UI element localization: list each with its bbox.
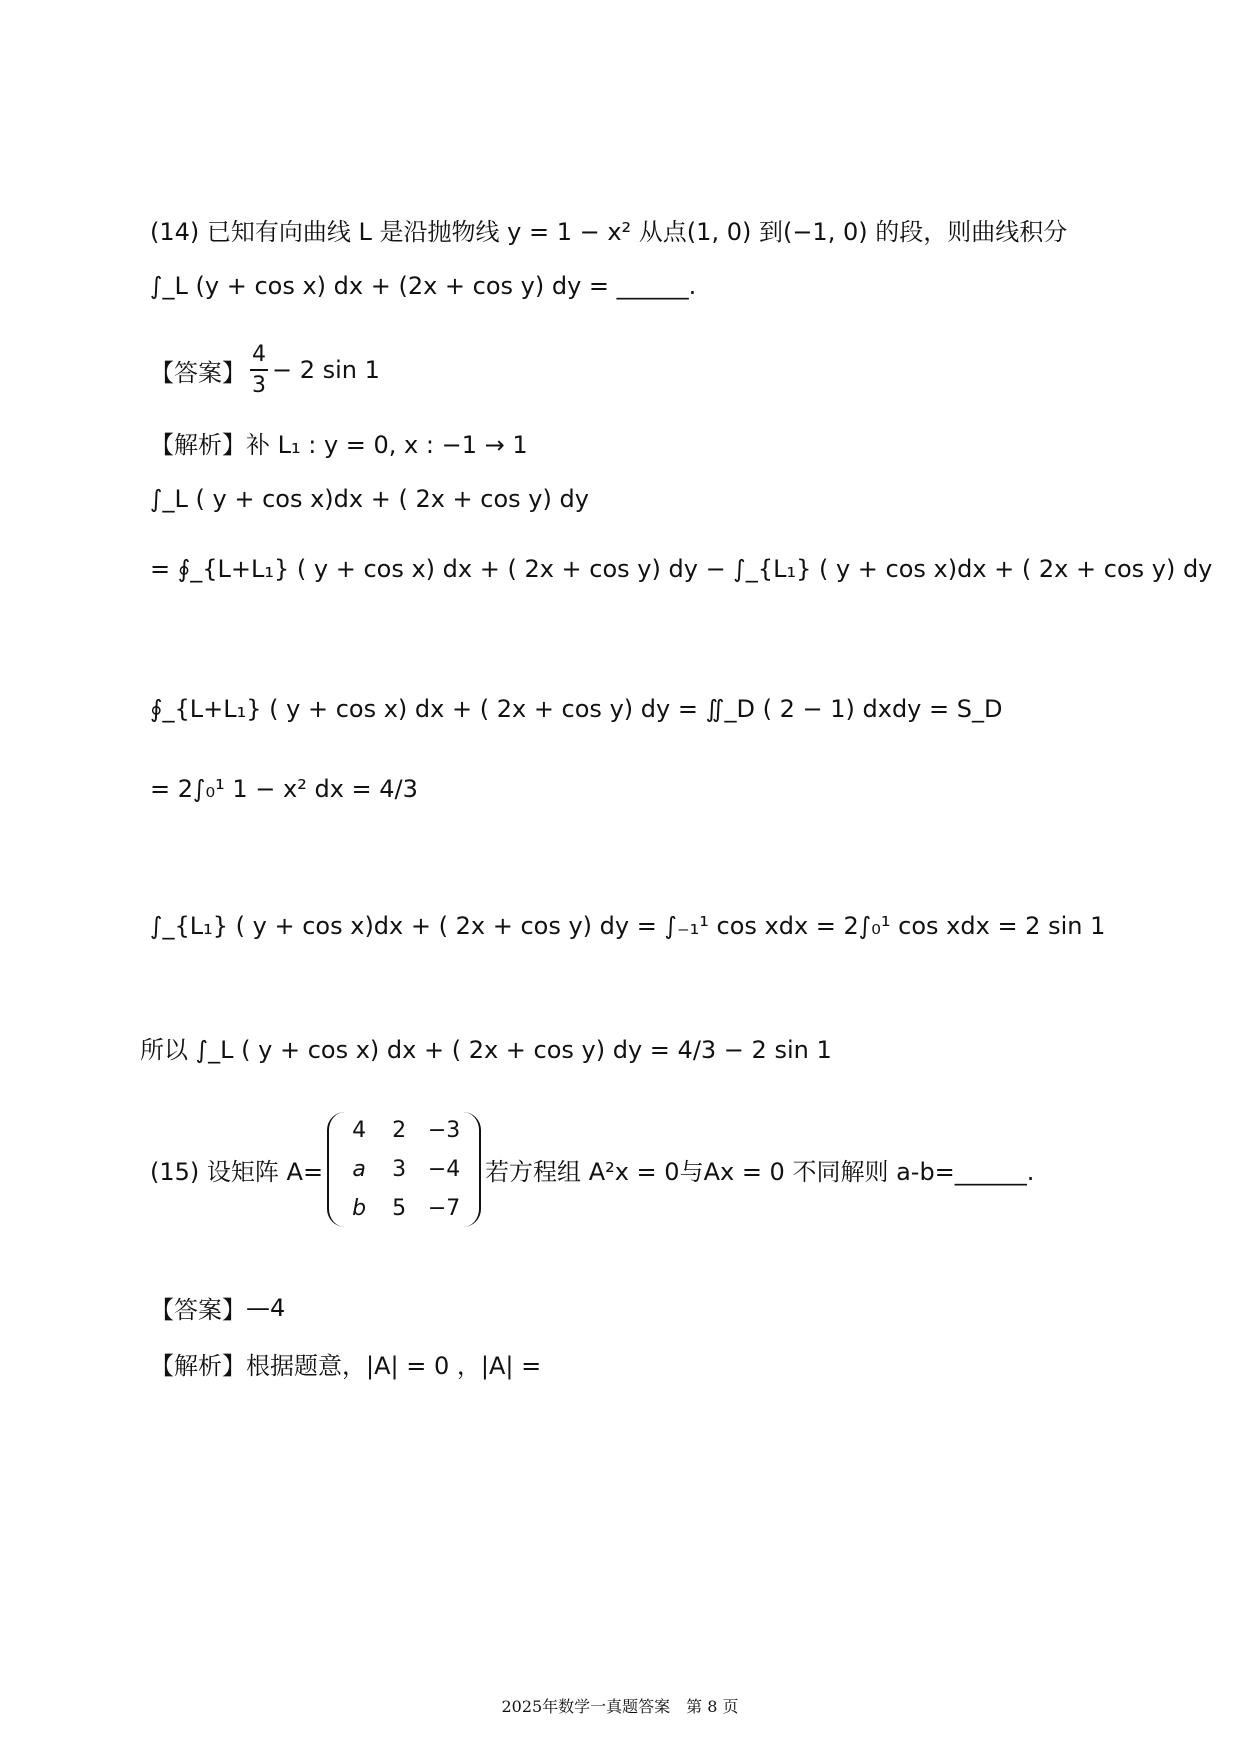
analysis-label: 【解析】 [150,1352,246,1380]
answer-label: 【答案】 [150,358,246,387]
q14-integral: ∫_L (y + cos x) dx + (2x + cos y) dy = ______. [150,272,697,300]
cell: b [352,1196,367,1221]
cell: −3 [427,1118,461,1143]
analysis-label: 【解析】 [150,431,246,459]
cell: −4 [427,1157,461,1182]
page-footer: 2025年数学一真题答案 第 8 页 [501,1697,739,1716]
step-2: = ∮_{L+L₁} ( y + cos x) dx + ( 2x + cos y) dy − ∫_{L₁} ( y + cos x)dx + ( 2x + cos y) dy [150,555,1213,583]
q14-analysis-intro [150,425,528,460]
q15-analysis [150,1346,541,1381]
cell: 5 [392,1196,407,1221]
answer-value: —4 [246,1293,286,1322]
q14-stem: (14) 已知有向曲线 L 是沿抛物线 y = 1 − x² 从点(1, 0) 到(−1, 0) 的段，则曲线积分 [150,218,1068,246]
step-3: ∮_{L+L₁} ( y + cos x) dx + ( 2x + cos y) dy = ∬_D ( 2 − 1) dxdy = S_D [150,695,1003,723]
q14-answer [150,342,380,399]
matrix-a [327,1112,481,1227]
step-6: 所以 ∫_L ( y + cos x) dx + ( 2x + cos y) dy = 4/3 − 2 sin 1 [140,1036,832,1064]
cell: a [352,1157,366,1182]
q15-suffix: 若方程组 A²x = 0与Ax = 0 不同解则 a-b=______. [485,1158,1035,1186]
fraction: $\frac{4}{3}$ [252,342,266,399]
analysis-text: 补 L₁ : y = 0, x : −1 → 1 [246,431,528,459]
q15-answer [150,1290,285,1325]
q15-stem [150,1112,1034,1227]
q15-prefix: (15) 设矩阵 A= [150,1158,324,1186]
step-5: ∫_{L₁} ( y + cos x)dx + ( 2x + cos y) dy = ∫₋₁¹ cos xdx = 2∫₀¹ cos xdx = 2 sin 1 [150,912,1106,940]
analysis-text: 根据题意，|A| = 0 ，|A| = [246,1352,542,1380]
step-4: = 2∫₀¹ 1 − x² dx = 4/3 [150,775,418,803]
answer-label: 【答案】 [150,1296,246,1324]
cell: 4 [352,1118,367,1143]
cell: −7 [427,1196,461,1221]
answer-rest: − 2 sin 1 [272,356,380,385]
cell: 2 [392,1118,407,1143]
step-1: ∫_L ( y + cos x)dx + ( 2x + cos y) dy [150,485,589,513]
cell: 3 [392,1157,407,1182]
